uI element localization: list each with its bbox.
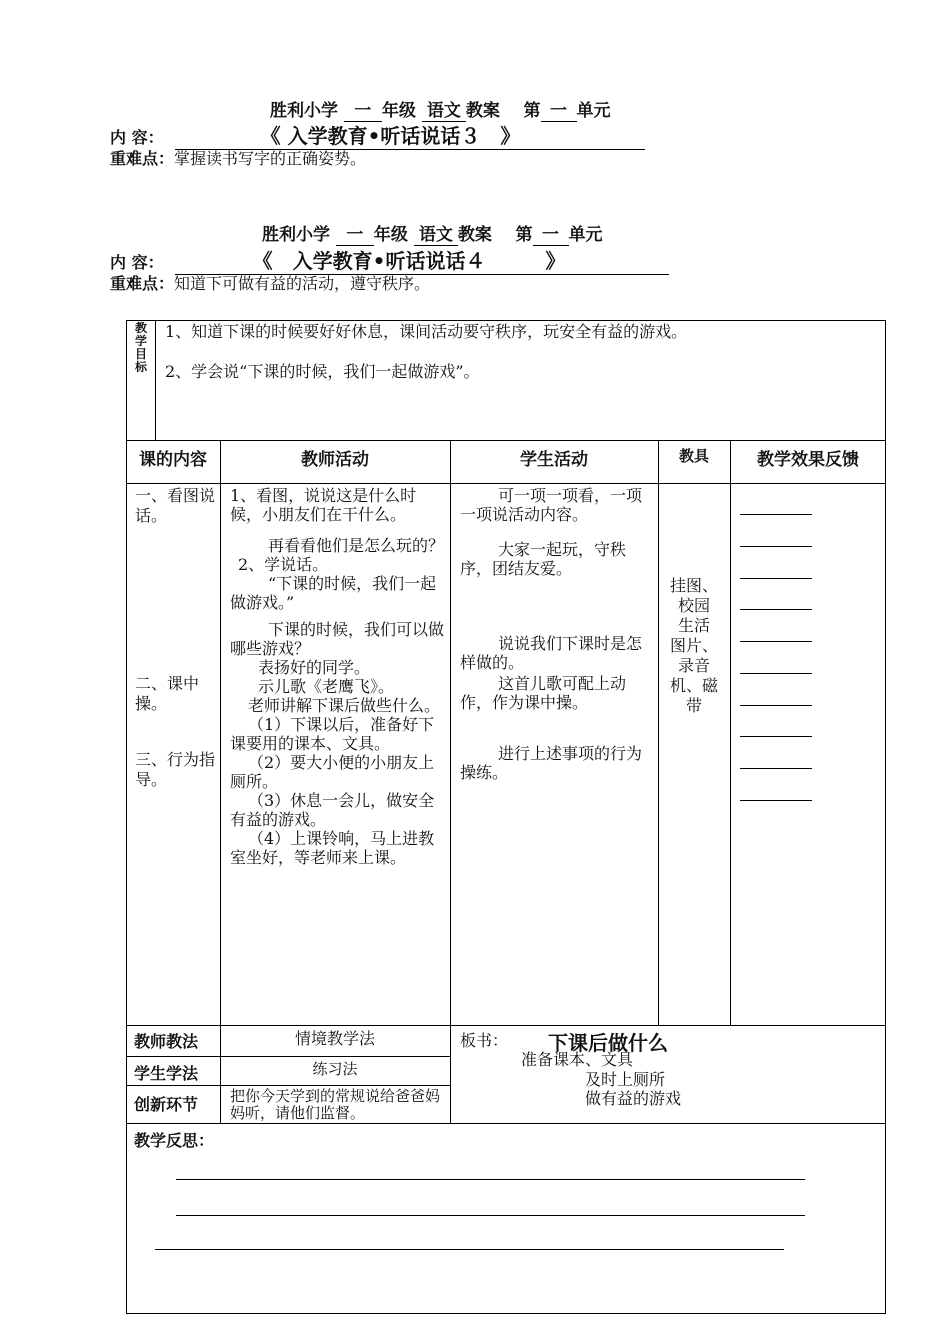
board-line: 准备课本、文具 bbox=[521, 1050, 634, 1069]
teacher-line: 表扬好的同学。 bbox=[258, 658, 371, 677]
aid-line: 带 bbox=[685, 696, 702, 715]
header-student: 学生活动 bbox=[520, 450, 588, 470]
feedback-blank bbox=[740, 546, 812, 547]
grade-label: 年级 bbox=[373, 225, 408, 245]
plan2-title bbox=[262, 220, 603, 246]
row-divider bbox=[126, 1085, 450, 1086]
teacher-line: （1）下课以后，准备好下课要用的课本、文具。 bbox=[230, 715, 435, 753]
goal-1: 1、知道下课的时候要好好休息，课间活动要守秩序，玩安全有益的游戏。 bbox=[165, 322, 688, 341]
unit-prefix: 第 bbox=[515, 225, 533, 245]
unit-prefix: 第 bbox=[523, 101, 541, 121]
teaching-aids bbox=[660, 576, 728, 716]
method-value-teacher: 情境教学法 bbox=[294, 1029, 375, 1048]
teacher-activities bbox=[230, 486, 444, 867]
student-line: 这首儿歌可配上动作，作为课中操。 bbox=[460, 674, 627, 712]
innovation-label: 创新环节 bbox=[134, 1095, 199, 1114]
reflection-blank bbox=[176, 1179, 805, 1180]
goal-label bbox=[128, 322, 154, 374]
content-label: 内 容： bbox=[110, 253, 164, 272]
unit-value: 一 bbox=[533, 220, 569, 246]
col-divider bbox=[450, 440, 451, 1123]
plan1-focus-row bbox=[110, 146, 366, 169]
student-activities bbox=[460, 486, 652, 782]
unit-suffix: 单元 bbox=[576, 101, 611, 121]
student-line: 可一项一项看，一项一项说活动内容。 bbox=[460, 486, 643, 524]
teacher-line: （3）休息一会儿，做安全有益的游戏。 bbox=[230, 791, 435, 829]
innovation-value: 把你今天学到的常规说给爸爸妈妈听，请他们监督。 bbox=[230, 1087, 441, 1122]
feedback-blank bbox=[740, 514, 812, 515]
teacher-line: 示儿歌《老鹰飞》。 bbox=[258, 677, 395, 696]
teacher-line: （2）要大小便的小朋友上厕所。 bbox=[230, 753, 435, 791]
teacher-line: 1、看图，说说这是什么时候，小朋友们在干什么。 bbox=[230, 486, 417, 524]
aid-line: 生活 bbox=[677, 616, 710, 635]
aid-line: 机、磁 bbox=[669, 676, 718, 695]
grade-label: 年级 bbox=[381, 101, 416, 121]
focus-text: 知道下可做有益的活动，遵守秩序。 bbox=[174, 274, 431, 293]
plan2-focus-row bbox=[110, 271, 430, 294]
col-divider bbox=[220, 440, 221, 1123]
aid-line: 挂图、 bbox=[669, 576, 718, 595]
plan1-title bbox=[270, 96, 611, 122]
content-label: 内 容： bbox=[110, 128, 164, 147]
method-label-student: 学生学法 bbox=[134, 1064, 199, 1083]
teacher-line: 再看看他们是怎么玩的？ bbox=[268, 536, 445, 555]
row-divider bbox=[126, 440, 886, 441]
focus-label: 重难点： bbox=[110, 149, 175, 168]
feedback-blank bbox=[740, 609, 812, 610]
grade-value: 一 bbox=[336, 220, 374, 246]
student-line: 大家一起玩，守秩序，团结友爱。 bbox=[460, 540, 627, 578]
subject-value: 语文 bbox=[422, 96, 466, 122]
aid-line: 录音 bbox=[677, 656, 710, 675]
goal-label-char: 学 bbox=[134, 334, 147, 348]
row-divider bbox=[126, 1025, 886, 1026]
teacher-line: （4）上课铃响，马上进教室坐好，等老师来上课。 bbox=[230, 829, 435, 867]
col-divider bbox=[730, 440, 731, 1025]
header-feedback: 教学效果反馈 bbox=[757, 450, 859, 470]
feedback-blank bbox=[740, 705, 812, 706]
student-line: 进行上述事项的行为操练。 bbox=[460, 744, 643, 782]
focus-label: 重难点： bbox=[110, 274, 175, 293]
col-divider bbox=[155, 320, 156, 440]
teacher-line: 2、学说话。 bbox=[238, 555, 329, 574]
col-divider bbox=[658, 440, 659, 1025]
student-line: 说说我们下课时是怎样做的。 bbox=[460, 634, 643, 672]
content-item-3: 三、行为指导。 bbox=[135, 750, 216, 789]
grade-value: 一 bbox=[344, 96, 382, 122]
lesson-title: 《 入学教育•听话说话４ 》 bbox=[175, 245, 669, 275]
content-item-2: 二、课中操。 bbox=[135, 674, 200, 713]
reflection-label: 教学反思： bbox=[134, 1131, 215, 1150]
feedback-blank bbox=[740, 800, 812, 801]
doc-type: 教案 bbox=[457, 225, 492, 245]
feedback-blank bbox=[740, 578, 812, 579]
feedback-blank bbox=[740, 641, 812, 642]
goal-label-char: 标 bbox=[134, 360, 147, 374]
reflection-blank bbox=[176, 1215, 805, 1216]
board-line: 及时上厕所 bbox=[585, 1070, 666, 1089]
focus-text: 掌握读书写字的正确姿势。 bbox=[174, 149, 367, 168]
unit-value: 一 bbox=[541, 96, 577, 122]
row-divider bbox=[126, 1123, 886, 1124]
teacher-line: 下课的时候，我们可以做哪些游戏？ bbox=[230, 620, 445, 658]
content-item-1: 一、看图说话。 bbox=[135, 486, 216, 525]
school-name: 胜利小学 bbox=[270, 101, 338, 121]
row-divider bbox=[126, 1056, 450, 1057]
goal-2: 2、学会说“下课的时候，我们一起做游戏”。 bbox=[165, 362, 480, 381]
goal-label-char: 目 bbox=[134, 347, 147, 361]
subject-value: 语文 bbox=[414, 220, 458, 246]
method-value-student: 练习法 bbox=[312, 1060, 358, 1078]
unit-suffix: 单元 bbox=[568, 225, 603, 245]
goal-label-char: 教 bbox=[134, 321, 147, 335]
feedback-blank bbox=[740, 768, 812, 769]
board-title: 下课后做什么 bbox=[548, 1031, 668, 1055]
aid-line: 图片、 bbox=[669, 636, 718, 655]
header-teacher: 教师活动 bbox=[301, 450, 369, 470]
teacher-line: 老师讲解下课后做些什么。 bbox=[248, 696, 441, 715]
row-divider bbox=[126, 483, 886, 484]
header-content: 课的内容 bbox=[139, 450, 207, 470]
method-label-teacher: 教师教法 bbox=[134, 1032, 199, 1051]
feedback-blank bbox=[740, 673, 812, 674]
feedback-blank bbox=[740, 736, 812, 737]
school-name: 胜利小学 bbox=[262, 225, 330, 245]
doc-type: 教案 bbox=[465, 101, 500, 121]
board-label: 板书： bbox=[460, 1031, 509, 1050]
aid-line: 校园 bbox=[677, 596, 710, 615]
board-line: 做有益的游戏 bbox=[585, 1089, 682, 1108]
teacher-line: “下课的时候，我们一起做游戏。” bbox=[230, 574, 437, 612]
reflection-blank bbox=[155, 1249, 784, 1250]
lesson-title: 《 入学教育•听话说话３ 》 bbox=[175, 120, 645, 150]
header-aids: 教具 bbox=[678, 447, 709, 465]
